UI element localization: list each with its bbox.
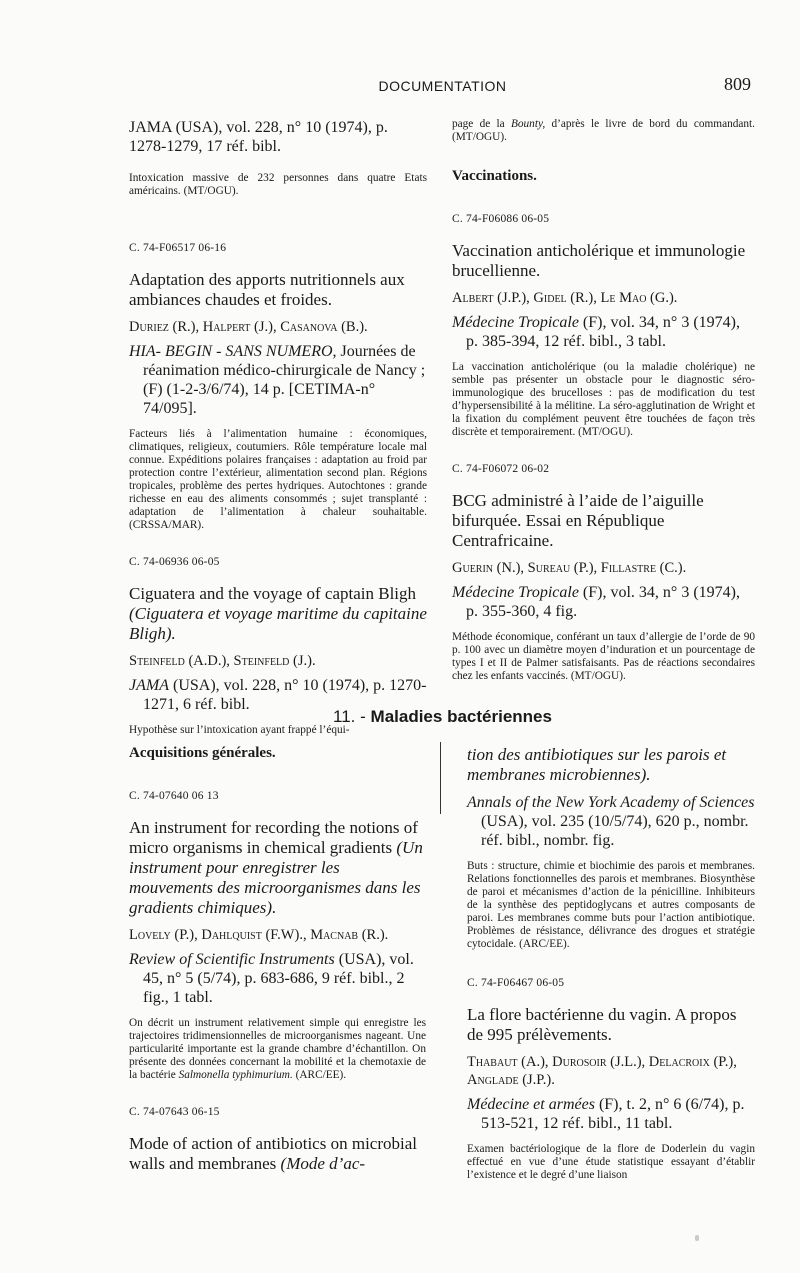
source-details: (USA), vol. 45, n° 5 (5/74), p. 683-686, 9 réf. bibl., 2 fig., 1 tabl. (143, 951, 414, 1006)
entry-authors: Albert (J.P.), Gidel (R.), Le Mao (G.). (452, 290, 678, 306)
bibliographic-entry (129, 790, 426, 1082)
continued-source (467, 793, 755, 850)
entry-title: Vaccination anticholérique et immunologie brucellienne. (452, 241, 746, 280)
entry-code: C. 74-07643 06-15 (129, 1106, 220, 1118)
entry-authors: Thabaut (A.), Durosoir (J.L.), Delacroix (P.), Anglade (J.P.). (467, 1054, 737, 1088)
entry-abstract: Hypothèse sur l’intoxication ayant frappé l’équi- (129, 724, 350, 736)
continued-title: tion des antibiotiques sur les parois et membranes microbiennes). (467, 745, 727, 784)
entry-title: La flore bactérienne du vagin. A propos de 995 prélèvements. (467, 1005, 737, 1044)
entry-authors: Steinfeld (A.D.), Steinfeld (J.). (129, 653, 316, 669)
running-header: DOCUMENTATION (378, 78, 507, 94)
title-translation: (Ciguatera et voyage maritime du capitaine Bligh). (129, 604, 427, 643)
left-column-bottom (129, 745, 426, 1198)
title-text: An instrument for recording the notions of micro organisms in chemical gradients (129, 818, 418, 857)
chapter-number: 11. - (333, 707, 366, 726)
abstract-text: d’après le livre de bord du commandant. (MT/OGU). (452, 118, 756, 143)
source-journal: Médecine Tropicale (452, 314, 579, 331)
entry-abstract: Examen bactériologique de la flore de Doderlein du vagin effectué en vue d’une étude statistique essayant d’établir l’existence et le degré d’une liaison (467, 1143, 755, 1181)
source-details: (F), t. 2, n° 6 (6/74), p. 513-521, 12 réf. bibl., 11 tabl. (481, 1096, 745, 1132)
entry-code: C. 74-F06086 06-05 (452, 213, 550, 225)
entry-title (129, 1134, 426, 1174)
entry-code: C. 74-06936 06-05 (129, 556, 220, 568)
source-journal: Médecine et armées (467, 1096, 595, 1113)
entry-abstract: Facteurs liés à l’alimentation humaine : économiques, climatiques, religieux, coutumiers. Rôle température locale mal connue. Expéditions polaires françaises : adaptation au froid par protection contre l’extérieur, alimentation second plan. Régions tropicales, problème des pertes hydriques. Autochtones : grande richesse en eau des aliments consommés ; sujet transplanté : adaptation de l’alimentation à chaleur souhaitable. (CRSSA/MAR). (129, 428, 427, 531)
bibliographic-entry (129, 242, 427, 532)
entry-source (452, 313, 755, 351)
column-divider (440, 742, 441, 814)
continued-abstract (452, 118, 755, 144)
entry-code: C. 74-07640 06 13 (129, 790, 219, 802)
page-number: 809 (724, 74, 751, 94)
section-heading: Vaccinations. (452, 168, 537, 184)
entry-abstract: Méthode économique, conférant un taux d’allergie de l’orde de 90 p. 100 avec un diamètre moyen d’induration et un pourcentage de types I et II de Palmer satisfaisants. Pas de réactions secondaires chez les enfants vaccinés. (MT/OGU). (452, 631, 755, 682)
source-details: (USA), vol. 228, n° 10 (1974), p. 1270-1271, 6 réf. bibl. (143, 677, 427, 713)
source-journal: Annals of the New York Academy of Sciences (467, 794, 755, 811)
entry-abstract: La vaccination anticholérique (ou la maladie cholérique) ne semble pas présenter un obstacle pour le diagnostic séro-immunologique des brucelloses : pas de modification du test d’hypersensibilité à la mélitine. La séro-agglutination de Wright et la fixation du complément peuvent être touchées de façon très discrète et temporairement. (MT/OGU). (452, 361, 755, 438)
chapter-title: Maladies bactériennes (370, 707, 552, 726)
section-heading: Acquisitions générales. (129, 745, 276, 761)
entry-code: C. 74-F06467 06-05 (467, 977, 565, 989)
source-journal: JAMA (129, 677, 169, 694)
entry-title: Adaptation des apports nutritionnels aux ambiances chaudes et froides. (129, 270, 405, 309)
entry-code: C. 74-F06072 06-02 (452, 463, 550, 475)
title-text: Ciguatera and the voyage of captain Bligh (129, 584, 417, 603)
entry-abstract (129, 1017, 426, 1082)
source-journal: HIA- BEGIN - SANS NUMERO, (129, 343, 337, 360)
source-details: (F), vol. 34, n° 3 (1974), p. 355-360, 4 fig. (466, 584, 740, 620)
source-details: (F), vol. 34, n° 3 (1974), p. 385-394, 12 réf. bibl., 3 tabl. (466, 314, 740, 350)
entry-source (129, 342, 427, 418)
entry-source (129, 950, 426, 1007)
continued-source: JAMA (USA), vol. 228, n° 10 (1974), p. 1278-1279, 17 réf. bibl. (129, 119, 388, 155)
continued-abstract: Intoxication massive de 232 personnes dans quatre Etats américains. (MT/OGU). (129, 172, 427, 197)
entry-code: C. 74-F06517 06-16 (129, 242, 227, 254)
chapter-heading (0, 707, 800, 727)
entry-title (129, 584, 427, 644)
title-translation: (Mode d’ac- (280, 1154, 366, 1173)
entry-title: BCG administré à l’aide de l’aiguille bifurquée. Essai en République Centrafricaine. (452, 491, 704, 550)
title-text: Mode of action of antibiotics on microbial walls and membranes (129, 1134, 417, 1173)
source-journal: Review of Scientific Instruments (129, 951, 335, 968)
print-speck (695, 1235, 699, 1241)
bibliographic-entry (452, 463, 755, 683)
left-column-top (129, 118, 427, 761)
bibliographic-entry (467, 977, 755, 1182)
title-translation: (Un instrument pour enregistrer les mouvements des microorganismes dans les gradients chimiques). (129, 838, 423, 917)
bibliographic-entry (452, 213, 755, 439)
continued-abstract: Buts : structure, chimie et biochimie des parois et membranes. Relations fonctionnelles des parois et membranes. Biosynthèse de paroi et mécanismes d’action de la pénicilline. Inhibiteurs de la synthèse des peptidoglycans et autres composants de paroi. Les membranes comme buts pour l’action antibiotique. Problèmes de résistance, délivrance des drogues et stratégie cytocidale. (ARC/EE). (467, 860, 755, 950)
abstract-text: page de la (452, 118, 505, 130)
entry-source (452, 583, 755, 621)
right-column-bottom (467, 745, 755, 1206)
entry-title (129, 818, 426, 918)
ship-name: Bounty, (510, 118, 546, 130)
abstract-text: On décrit un instrument relativement simple qui enregistre les trajectoires tridimensionnelles de microorganismes nageant. Une particularité importante est la grande chambre d’échantillon. On présente des données concernant la mobilité et la chemotaxie de la bactérie (129, 1017, 426, 1081)
entry-authors: Guerin (N.), Sureau (P.), Fillastre (C.). (452, 560, 687, 576)
source-details: (USA), vol. 235 (10/5/74), 620 p., nombr. réf. bibl., nombr. fig. (481, 813, 749, 849)
entry-authors: Lovely (P.), Dahlquist (F.W)., Macnab (R.). (129, 927, 389, 943)
right-column-top (452, 118, 755, 707)
species-name: Salmonella typhimurium. (178, 1069, 293, 1081)
entry-source (467, 1095, 755, 1133)
source-details: Journées de réanimation médico-chirurgicale de Nancy ; (F) (1-2-3/6/74), 14 p. [CETIMA-n° 74/095]. (143, 343, 426, 417)
abstract-text: (ARC/EE). (295, 1069, 347, 1081)
entry-authors: Duriez (R.), Halpert (J.), Casanova (B.). (129, 319, 368, 335)
bibliographic-entry (129, 1106, 426, 1174)
source-journal: Médecine Tropicale (452, 584, 579, 601)
